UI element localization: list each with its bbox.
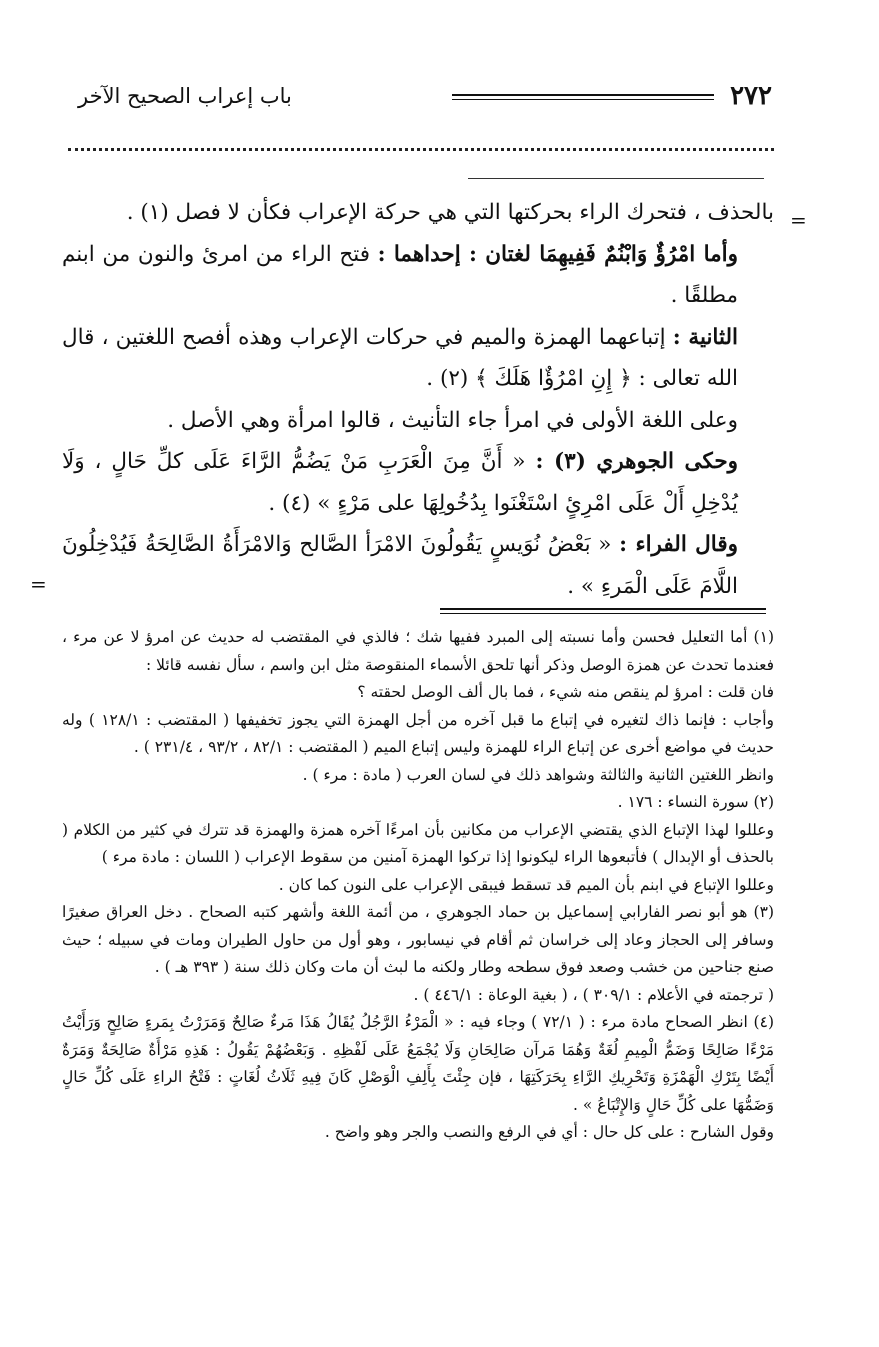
paragraph: وعلى اللغة الأولى في امرأ جاء التأنيث ، قالوا امرأة وهي الأصل . <box>167 407 738 433</box>
footnotes <box>62 624 774 1147</box>
footnote-2-cont: وعللوا الإتباع في ابنم بأن الميم قد تسقط فيبقى الإعراب على النون كما كان . <box>278 875 774 894</box>
paragraph: وأما امْرُؤٌ وَابْنُمٌ فَفِيهِمَا لغتان : إحداهما : فتح الراء من امرئ والنون من ابنم مطلقًا . <box>62 241 738 308</box>
main-text <box>62 192 774 607</box>
top-short-rule <box>468 178 764 179</box>
page-header <box>78 78 772 114</box>
margin-mark-top: = <box>790 208 807 232</box>
paragraph: الثانية : إتباعهما الهمزة والميم في حركات الإعراب وهذه أفصح اللغتين ، قال الله تعالى : ﴿ إِنِ امْرُؤٌا هَلَكَ ﴾ (٢) . <box>62 324 738 391</box>
footnote-separator <box>440 608 766 614</box>
paragraph: وحكى الجوهري (٣) : « أَنَّ مِنَ الْعَرَبِ مَنْ يَضُمُّ الرَّاءَ عَلَى كلِّ حَالٍ ، وَلَا يُدْخِلِ أَلْ عَلَى امْرِئٍ اسْتَغْنَوا بِدُخُولِهَا على مَرْءٍ » (٤) . <box>62 449 738 516</box>
margin-mark-bottom: = <box>30 572 47 596</box>
footnote-3-cont: ( ترجمته في الأعلام : ٣٠٩/١ ) ، ( بغية الوعاة : ٤٤٦/١ ) . <box>413 985 774 1004</box>
page-number: ٢٧٢ <box>730 81 772 111</box>
paragraph: وقال الفراء : « بَعْضُ نُوَيسٍ يَقُولُونَ الامْرَأ الصَّالح وَالامْرَأَةُ الصَّالِحَةُ فَيُدْخِلُونَ اللَّامَ عَلَى الْمَرءِ » . <box>62 532 738 599</box>
paragraph: بالحذف ، فتحرك الراء بحركتها التي هي حركة الإعراب فكأن لا فصل (١) . <box>126 200 774 225</box>
footnote-3: (٣) هو أبو نصر الفارابي إسماعيل بن حماد الجوهري ، من أئمة اللغة وأشهر كتبه الصحاح . دخل العراق صغيرًا وسافر إلى الحجاز وعاد إلى خراسان ثم أقام في نيسابور ، وهو أول من حاول الطيران ومات في سبيله ؛ حيث صنع جناحين من خشب وصعد فوق سطحه وطار ولكنه ما لبث أن مات وكان ذلك سنة ( ٣٩٣ هـ ) . <box>62 903 774 976</box>
footnote-4: (٤) انظر الصحاح مادة مرء : ( ٧٢/١ ) وجاء فيه : « الْمَرْءُ الرَّجُلُ يُقَالُ هَذَا مَرءٌ صَالِحٌ وَمَرَرْتُ بِمَرءٍ صَالِحٍ وَرَأَيْتُ مَرْءًا صَالِحًا وَضَمُّ الْمِيمِ لُغَةٌ وَهُمَا مَرآن صَالِحَانِ وَلَا يُجْمَعُ عَلَى لَفْظِهِ . وَبَعْضُهُمْ يَقُولُ : هَذِهِ مَرْأَةٌ صَالِحَةٌ وَمَرَةٌ أَيْضًا بِتَرْكِ الْهَمْزَةِ وَتَحْرِيكِ الرَّاءِ بِحَرَكَتِهَا ، فإن جِئْتَ بِأَلِفِ الْوَصْلِ كَانَ فِيهِ ثَلَاثُ لُغَاتٍ : فَتْحُ الراءِ عَلَى كُلِّ حَالٍ وَضَمُّهَا على كُلِّ حَالٍ وَالإِتْبَاعُ » . <box>62 1013 774 1114</box>
running-title: باب إعراب الصحيح الآخر <box>78 84 292 108</box>
header-double-rule <box>452 94 714 100</box>
footnote-4-cont: وقول الشارح : على كل حال : أي في الرفع والنصب والجر وهو واضح . <box>324 1123 774 1141</box>
footnote-2: (٢) سورة النساء : ١٧٦ . <box>617 793 774 811</box>
footnote-2-cont: وعللوا لهذا الإتباع الذي يقتضي الإعراب من مكانين بأن امرءًا آخره همزة والهمزة قد تترك في كثير من الكلام ( بالحذف أو الإبدال ) فأتبعوها الراء ليكونوا إذا تركوا الهمزة آمنين من سقوط الإعراب ( اللسان : مادة مرء ) <box>62 820 774 866</box>
footnote-1-cont: فان قلت : امرؤ لم ينقص منه شيء ، فما بال ألف الوصل لحقته ؟ <box>357 683 774 701</box>
footnote-1-cont: وأجاب : فإنما ذاك لتغيره في إتباع ما قبل آخره من أجل الهمزة التي يجوز تخفيفها ( المقتضب : ١٢٨/١ ) وله حديث في مواضع أخرى عن إتباع الراء للهمزة وليس إتباع الميم ( المقتضب : ٨٢/١ ، ٩٣/٢ ، ٢٣١/٤ ) . <box>62 710 774 756</box>
dotted-separator <box>68 148 774 163</box>
footnote-1: (١) أما التعليل فحسن وأما نسبته إلى المبرد ففيها شك ؛ فالذي في المقتضب له حديث عن امرؤ لا عن مرء ، فعندما تحدث عن همزة الوصل وذكر أنها تلحق الأسماء المنقوصة مثل ابن واسم ، سأل نفسه قائلا : <box>62 628 774 674</box>
footnote-1-cont: وانظر اللغتين الثانية والثالثة وشواهد ذلك في لسان العرب ( مادة : مرء ) . <box>302 765 774 784</box>
